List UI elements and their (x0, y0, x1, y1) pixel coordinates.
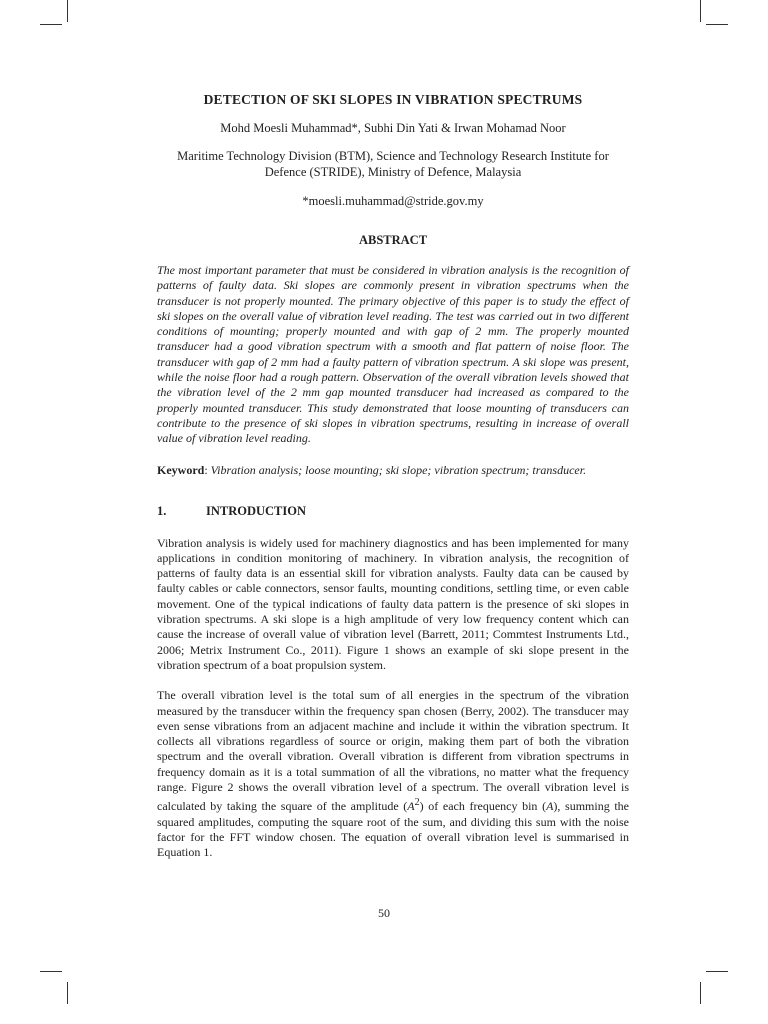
keyword-separator: : (204, 462, 211, 477)
paper-title: DETECTION OF SKI SLOPES IN VIBRATION SPECTRUMS (203, 92, 583, 107)
crop-mark-bottom-right-horizontal (706, 971, 728, 972)
intro-paragraph-1: Vibration analysis is widely used for machinery diagnostics and has been implemented for many applications in condition monitoring of machinery. In vibration analysis, the recognition of patterns of faulty data is an essential skill for vibration analysts. Faulty data can be caused by faulty cables or cable connectors, sensor faults, mounting conditions, settling time, or even cable movement. One of the typical indications of faulty data pattern is the presence of ski slopes in vibration spectrums. A ski slope is a high amplitude of very low frequency content which can cause the increase of overall value of vibration level (Barrett, 2011; Commtest Instruments Ltd., 2006; Metrix Instrument Co., 2011). Figure 1 shows an example of ski slope present in the vibration spectrum of a boat propulsion system. (157, 535, 629, 672)
math-superscript: 2 (414, 797, 420, 809)
math-variable: A (546, 799, 554, 814)
section-heading-introduction (157, 503, 629, 519)
paper-page (157, 90, 629, 876)
paper-affiliation: Maritime Technology Division (BTM), Science and Technology Research Institute for Defence (STRIDE), Ministry of Defence, Malaysia (177, 149, 609, 179)
paragraph-text: ), summing the squared amplitudes, computing the square root of the sum, and dividing this sum with the noise factor for the FFT window chosen. The equation of overall vibration level is summarised in Equation 1. (157, 799, 630, 860)
page-number: 50 (378, 906, 390, 920)
author-email: *moesli.muhammad@stride.gov.my (302, 194, 484, 208)
abstract-body: The most important parameter that must be considered in vibration analysis is the recognition of patterns of faulty data. Ski slopes are commonly present in vibration spectrums when the transducer is not properly mounted. The primary objective of this paper is to study the effect of ski slopes on the overall value of vibration level reading. The test was carried out in two different conditions of mounting; properly mounted and with gap of 2 mm. The properly mounted transducer had a good vibration spectrum with a smooth and flat pattern of noise floor. The transducer with gap of 2 mm had a faulty pattern of vibration spectrum. A ski slope was present, while the noise floor had a rough pattern. Observation of the overall vibration levels showed that the vibration level of the 2 mm gap mounted transducer had increased as compared to the properly mounted transducer. This study demonstrated that loose mounting of transducers can contribute to the presence of ski slopes in vibration spectrums, resulting in increase of overall value of vibration level reading. (157, 263, 629, 446)
paragraph-text: The overall vibration level is the total sum of all energies in the spectrum of the vibration measured by the transducer within the frequency span chosen (Berry, 2002). The transducer may even sense vibrations from an adjacent machine and include it within the vibration spectrum. It collects all vibrations regardless of source or origin, making them part of both the vibration spectrum and the overall vibration. Overall vibration is different from vibration spectrums in frequency domain as it is a total summation of all the vibrations, no matter what the frequency range. Figure 2 shows the overall vibration level of a spectrum. The overall vibration level is calculated by taking the square of the amplitude ( (157, 688, 629, 814)
intro-paragraph-2 (157, 688, 629, 860)
math-variable: A (407, 799, 415, 814)
crop-mark-top-right-horizontal (706, 24, 728, 25)
crop-mark-bottom-right-vertical (700, 982, 701, 1004)
paper-authors: Mohd Moesli Muhammad*, Subhi Din Yati & Irwan Mohamad Noor (220, 121, 566, 135)
section-title: INTRODUCTION (206, 503, 307, 518)
keywords (157, 462, 629, 478)
crop-mark-bottom-left-horizontal (40, 971, 62, 972)
crop-mark-top-left-vertical (67, 0, 68, 22)
keyword-label: Keyword (157, 462, 205, 477)
crop-mark-bottom-left-vertical (67, 982, 68, 1004)
crop-mark-top-right-vertical (700, 0, 701, 22)
abstract-heading: ABSTRACT (358, 233, 428, 247)
keyword-list: Vibration analysis; loose mounting; ski slope; vibration spectrum; transducer. (210, 462, 587, 477)
section-number: 1. (157, 503, 167, 518)
paragraph-text: ) of each frequency bin ( (419, 799, 547, 814)
crop-mark-top-left-horizontal (40, 24, 62, 25)
